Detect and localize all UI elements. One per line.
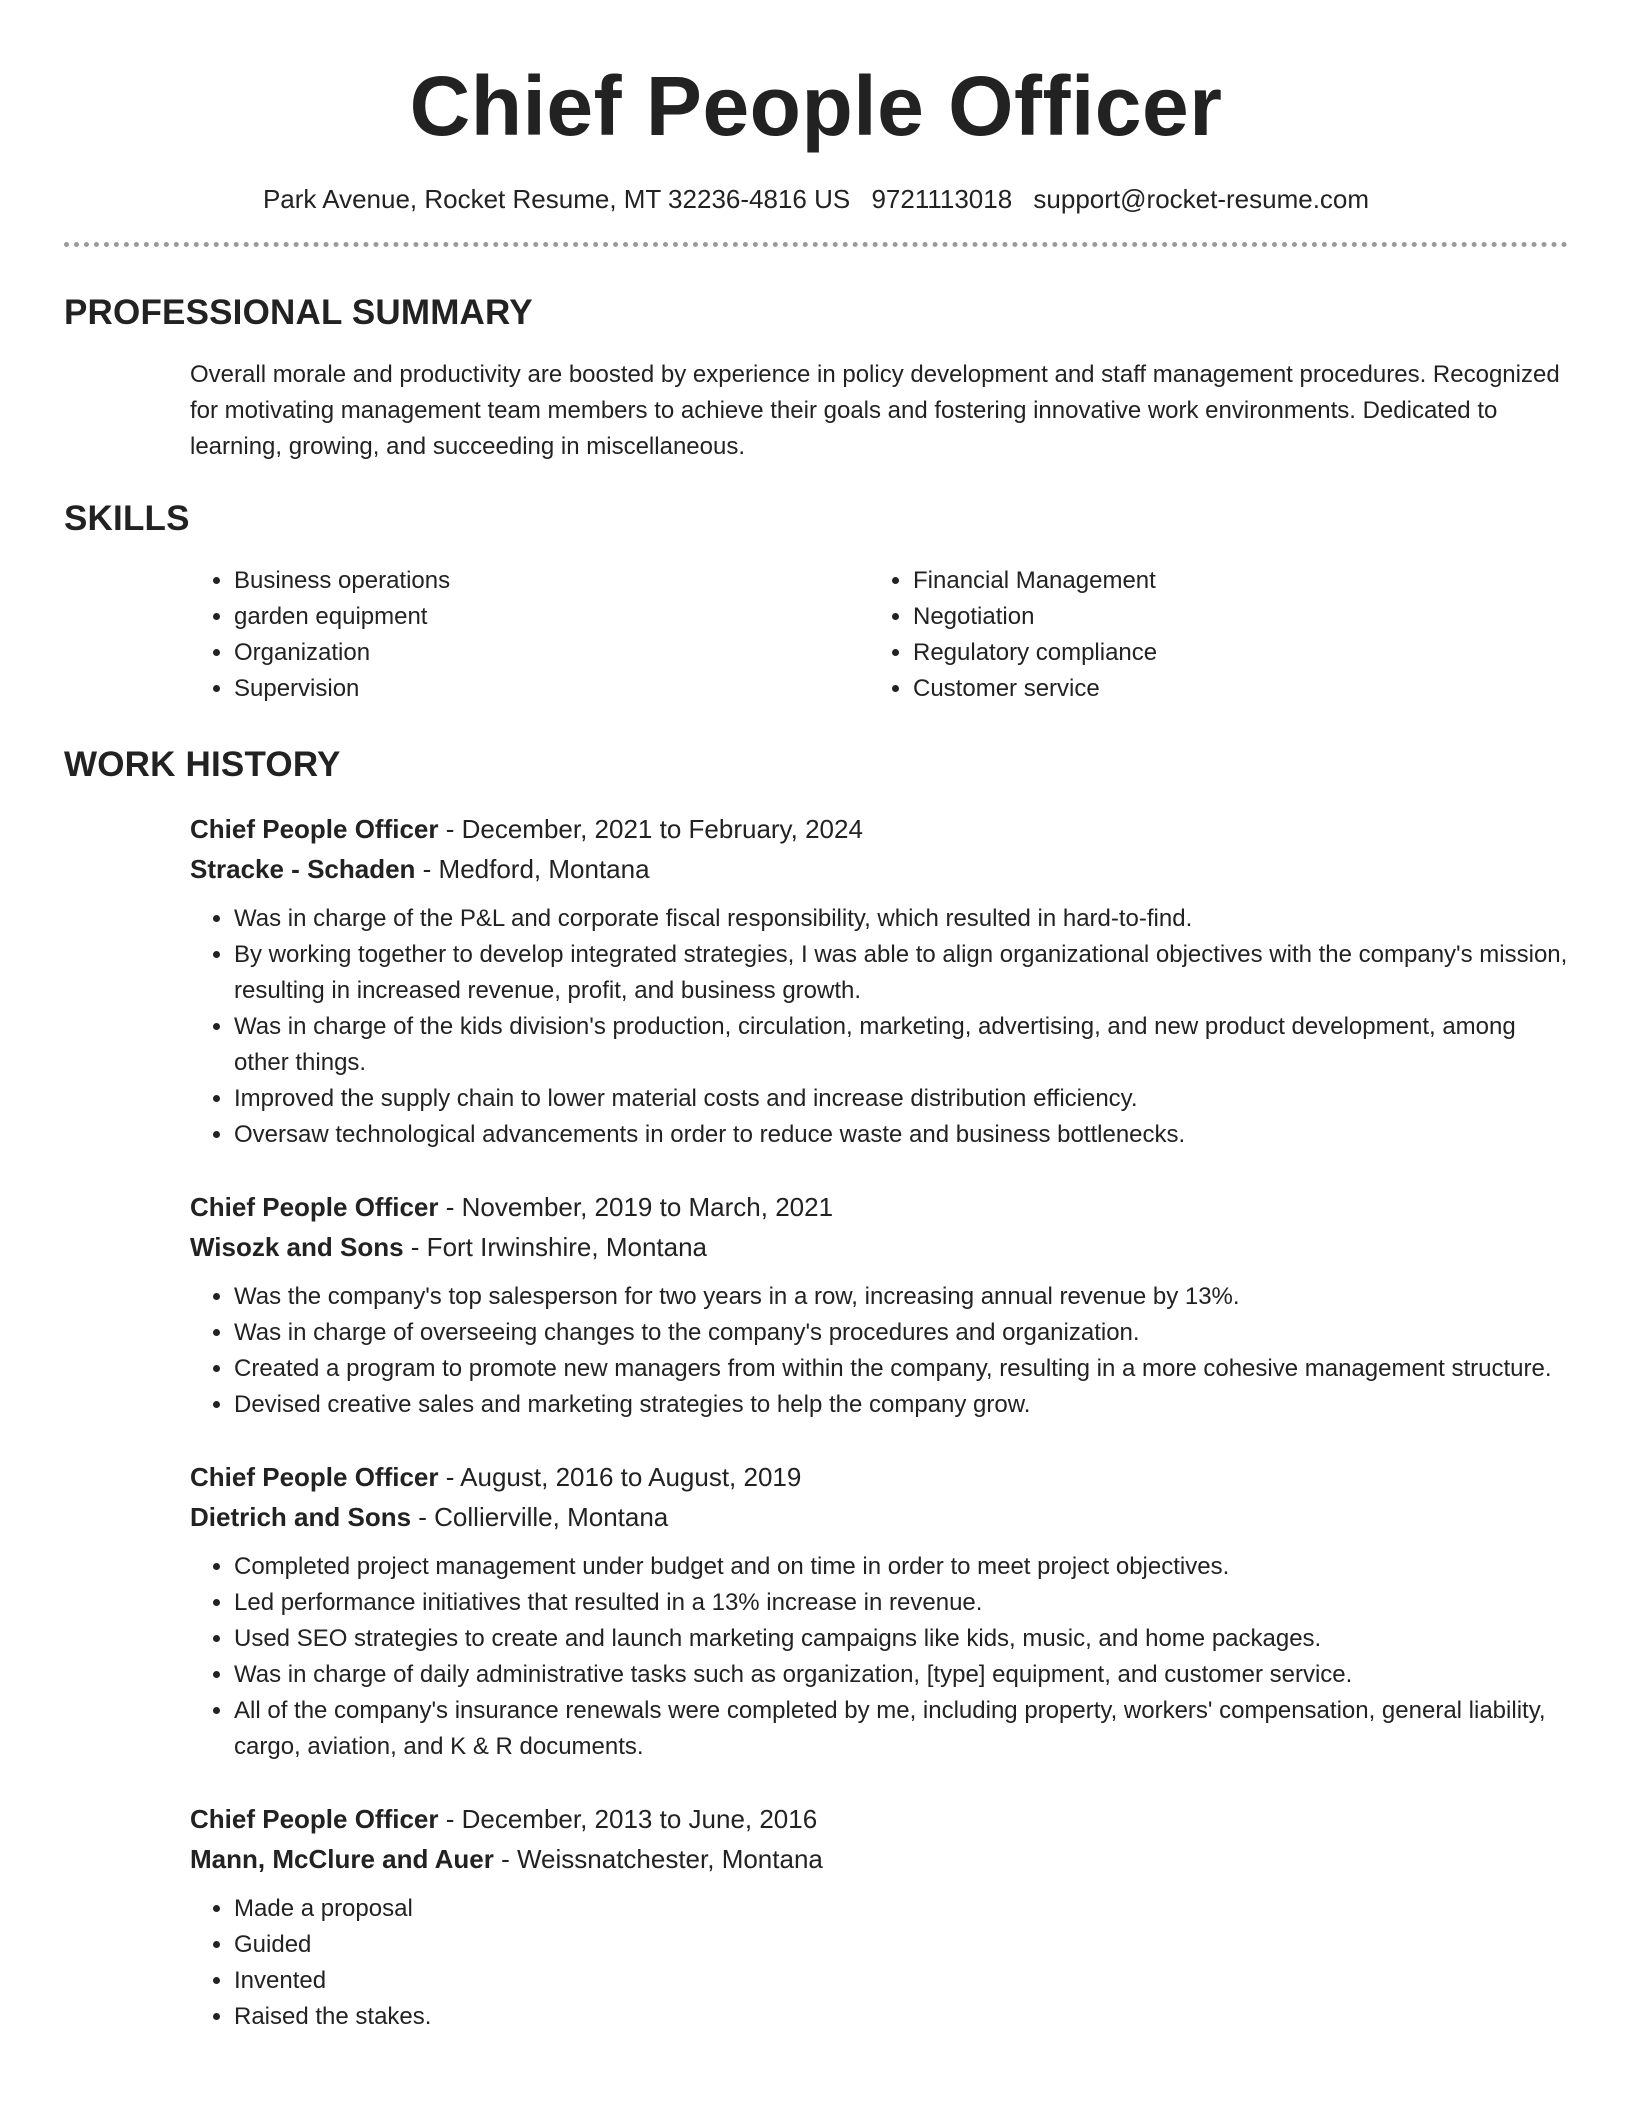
job-bullet: • All of the company's insurance renewals were completed by me, including property, workers' compensation, general liability, cargo, aviation, and K & R documents.	[234, 1693, 1568, 1765]
job-dates: - December, 2013 to June, 2016	[438, 1804, 818, 1834]
job-dates: - November, 2019 to March, 2021	[438, 1192, 834, 1222]
job-bullet: • Improved the supply chain to lower material costs and increase distribution efficiency.	[234, 1081, 1568, 1117]
job-bullet: • Made a proposal	[234, 1891, 1568, 1927]
job-company: Mann, McClure and Auer	[190, 1844, 494, 1874]
header-divider	[64, 242, 1568, 247]
contact-email: support@rocket-resume.com	[1033, 184, 1370, 214]
job-dates: - December, 2021 to February, 2024	[438, 814, 863, 844]
job-bullet: • Invented	[234, 1963, 1568, 1999]
job-bullet: • Was the company's top salesperson for two years in a row, increasing annual revenue by 13%.	[234, 1279, 1568, 1315]
job-bullet: • Was in charge of the kids division's production, circulation, marketing, advertising, and new product development, among other things.	[234, 1009, 1568, 1081]
skill-item: • Customer service	[913, 671, 1513, 707]
skill-item: • Negotiation	[913, 599, 1513, 635]
job-bullet: • Oversaw technological advancements in order to reduce waste and business bottlenecks.	[234, 1117, 1568, 1153]
skills-list-left	[190, 563, 869, 707]
job-location: - Collierville, Montana	[411, 1502, 669, 1532]
job-role-line	[190, 1457, 1568, 1497]
section-title-work-history: WORK HISTORY	[64, 745, 341, 784]
job-role: Chief People Officer	[190, 1192, 439, 1222]
job-company-line	[190, 1497, 1568, 1537]
skill-item: • Organization	[234, 635, 869, 671]
job-location: - Medford, Montana	[415, 854, 650, 884]
skills-list-right	[869, 563, 1513, 707]
skill-item: • Regulatory compliance	[913, 635, 1513, 671]
job-role-line	[190, 809, 1568, 849]
skill-item: • garden equipment	[234, 599, 869, 635]
job-bullet: • By working together to develop integrated strategies, I was able to align organizational objectives with the company's mission, resulting in increased revenue, profit, and business growth.	[234, 937, 1568, 1009]
job-entry	[190, 809, 1568, 1153]
job-bullet: • Guided	[234, 1927, 1568, 1963]
job-company-line	[190, 849, 1568, 889]
job-company: Dietrich and Sons	[190, 1502, 412, 1532]
skill-item: • Supervision	[234, 671, 869, 707]
job-entry	[190, 1457, 1568, 1765]
job-dates: - August, 2016 to August, 2019	[438, 1462, 802, 1492]
job-bullet: • Raised the stakes.	[234, 1999, 1568, 2035]
skill-item: • Business operations	[234, 563, 869, 599]
contact-address: Park Avenue, Rocket Resume, MT 32236-4816 US	[262, 184, 851, 214]
section-title-skills: SKILLS	[64, 499, 190, 538]
job-bullet: • Created a program to promote new managers from within the company, resulting in a more cohesive management structure.	[234, 1351, 1568, 1387]
resume-title: Chief People Officer	[409, 59, 1223, 153]
job-bullet: • Devised creative sales and marketing strategies to help the company grow.	[234, 1387, 1568, 1423]
job-bullet: • Was in charge of the P&L and corporate fiscal responsibility, which resulted in hard-to-find.	[234, 901, 1568, 937]
job-bullet: • Led performance initiatives that resulted in a 13% increase in revenue.	[234, 1585, 1568, 1621]
job-location: - Weissnatchester, Montana	[493, 1844, 823, 1874]
section-title-summary: PROFESSIONAL SUMMARY	[64, 293, 533, 332]
job-bullets	[190, 1891, 1568, 2035]
job-bullet: • Completed project management under budget and on time in order to meet project objectives.	[234, 1549, 1568, 1585]
job-bullets	[190, 901, 1568, 1153]
job-company-line	[190, 1227, 1568, 1267]
job-role: Chief People Officer	[190, 814, 439, 844]
job-company: Stracke - Schaden	[190, 854, 416, 884]
job-location: - Fort Irwinshire, Montana	[403, 1232, 708, 1262]
job-company-line	[190, 1839, 1568, 1879]
job-bullets	[190, 1549, 1568, 1765]
job-role-line	[190, 1799, 1568, 1839]
job-bullet: • Was in charge of overseeing changes to the company's procedures and organization.	[234, 1315, 1568, 1351]
job-role-line	[190, 1187, 1568, 1227]
skills-columns	[190, 563, 1568, 707]
job-bullet: • Was in charge of daily administrative tasks such as organization, [type] equipment, and customer service.	[234, 1657, 1568, 1693]
contact-line	[64, 182, 1568, 216]
skill-item: • Financial Management	[913, 563, 1513, 599]
job-entry	[190, 1187, 1568, 1423]
contact-phone: 9721113018	[871, 184, 1013, 214]
resume-page	[64, 0, 1568, 2035]
summary-text: Overall morale and productivity are boosted by experience in policy development and staff management procedures. Recognized for motivating management team members to achieve their goals and fostering innovative work environments. Dedicated to learning, growing, and succeeding in miscellaneous.	[190, 361, 1560, 460]
job-role: Chief People Officer	[190, 1804, 439, 1834]
job-role: Chief People Officer	[190, 1462, 439, 1492]
job-company: Wisozk and Sons	[190, 1232, 404, 1262]
job-entry	[190, 1799, 1568, 2035]
job-bullets	[190, 1279, 1568, 1423]
job-bullet: • Used SEO strategies to create and launch marketing campaigns like kids, music, and home packages.	[234, 1621, 1568, 1657]
